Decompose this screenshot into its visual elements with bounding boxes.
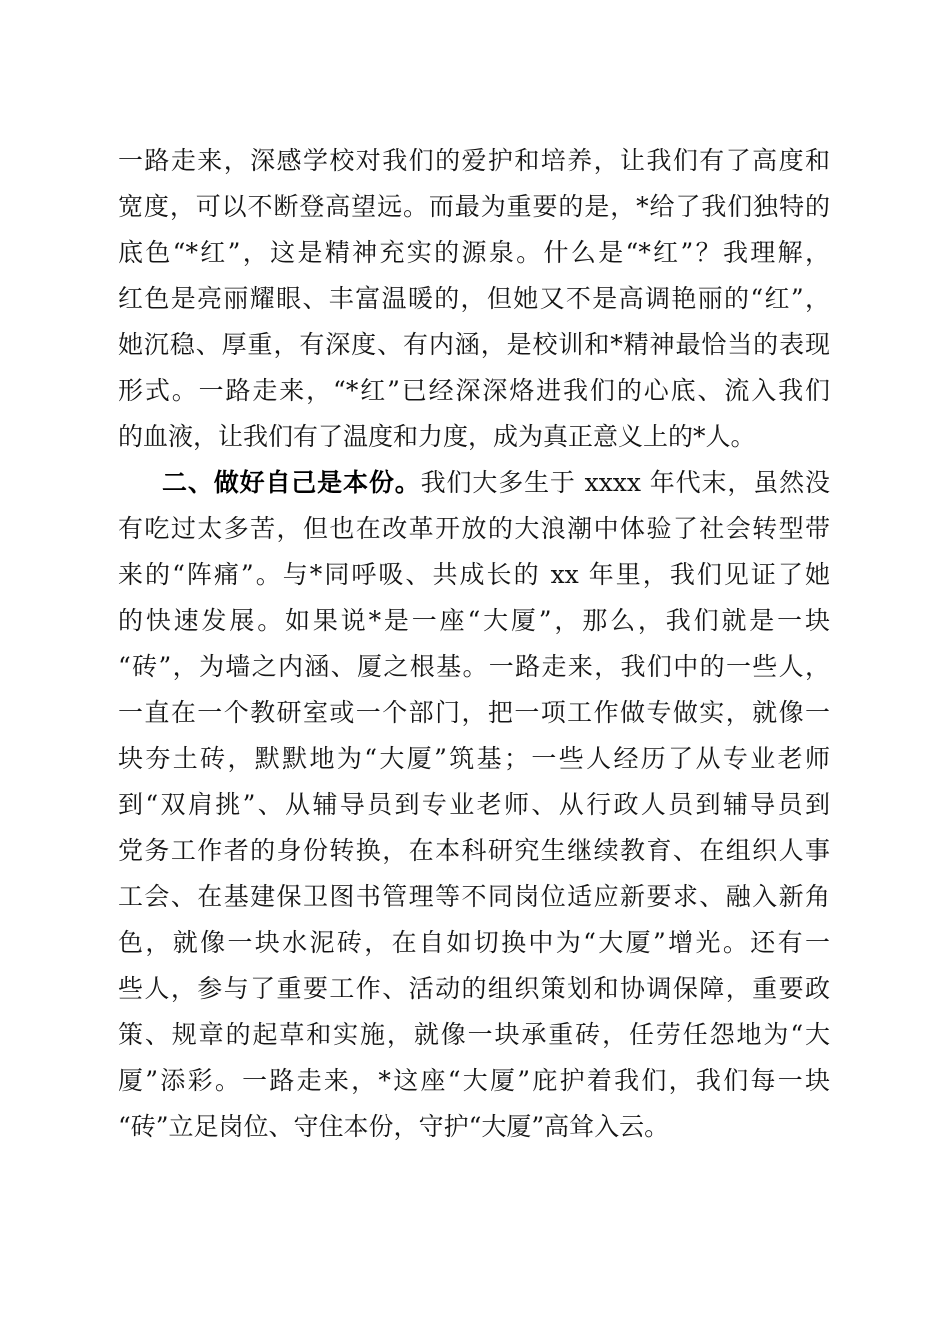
paragraph-2-line-13: 策、规章的起草和实施，就像一块承重砖，任劳任怨地为“大 — [118, 1020, 830, 1049]
paragraph-2-line-1 — [162, 460, 830, 506]
paragraph-2-line-6: 一直在一个教研室或一个部门，把一项工作做专做实，就像一 — [118, 698, 830, 727]
paragraph-2-line-10: 工会、在基建保卫图书管理等不同岗位适应新要求、融入新角 — [118, 882, 830, 911]
paragraph-2-line-14: 厦”添彩。一路走来，*这座“大厦”庇护着我们，我们每一块 — [118, 1066, 830, 1095]
paragraph-1-line-4: 红色是亮丽耀眼、丰富温暖的，但她又不是高调艳丽的“红”， — [118, 284, 830, 313]
paragraph-2-line-11: 色，就像一块水泥砖，在自如切换中为“大厦”增光。还有一 — [118, 928, 830, 957]
paragraph-1-line-2: 宽度，可以不断登高望远。而最为重要的是，*给了我们独特的 — [118, 192, 830, 221]
paragraph-2-line-2: 有吃过太多苦，但也在改革开放的大浪潮中体验了社会转型带 — [118, 514, 830, 543]
paragraph-2-line-12: 些人，参与了重要工作、活动的组织策划和协调保障，重要政 — [118, 974, 830, 1003]
paragraph-1-line-3: 底色“*红”，这是精神充实的源泉。什么是“*红”？我理解， — [118, 238, 830, 267]
paragraph-2-line-9: 党务工作者的身份转换，在本科研究生继续教育、在组织人事 — [118, 836, 830, 865]
paragraph-1-line-1: 一路走来，深感学校对我们的爱护和培养，让我们有了高度和 — [118, 146, 830, 175]
paragraph-2-line-4: 的快速发展。如果说*是一座“大厦”，那么，我们就是一块 — [118, 606, 830, 635]
paragraph-2-line-15: “砖”立足岗位、守住本份，守护“大厦”高耸入云。 — [118, 1112, 670, 1141]
paragraph-2-line-5: “砖”，为墙之内涵、厦之根基。一路走来，我们中的一些人， — [118, 652, 830, 681]
paragraph-1-line-6: 形式。一路走来，“*红”已经深深烙进我们的心底、流入我们 — [118, 376, 830, 405]
paragraph-2-line-8: 到“双肩挑”、从辅导员到专业老师、从行政人员到辅导员到 — [118, 790, 830, 819]
paragraph-2-line-1-text: 我们大多生于 xxxx 年代末，虽然没 — [420, 468, 830, 497]
paragraph-1-line-7: 的血液，让我们有了温度和力度，成为真正意义上的*人。 — [118, 422, 756, 451]
section-heading: 二、做好自己是本份。 — [162, 468, 421, 497]
paragraph-1-line-5: 她沉稳、厚重，有深度、有内涵，是校训和*精神最恰当的表现 — [118, 330, 830, 359]
paragraph-2-line-7: 块夯土砖，默默地为“大厦”筑基；一些人经历了从专业老师 — [118, 744, 830, 773]
paragraph-2-line-3: 来的“阵痛”。与*同呼吸、共成长的 xx 年里，我们见证了她 — [118, 560, 830, 589]
